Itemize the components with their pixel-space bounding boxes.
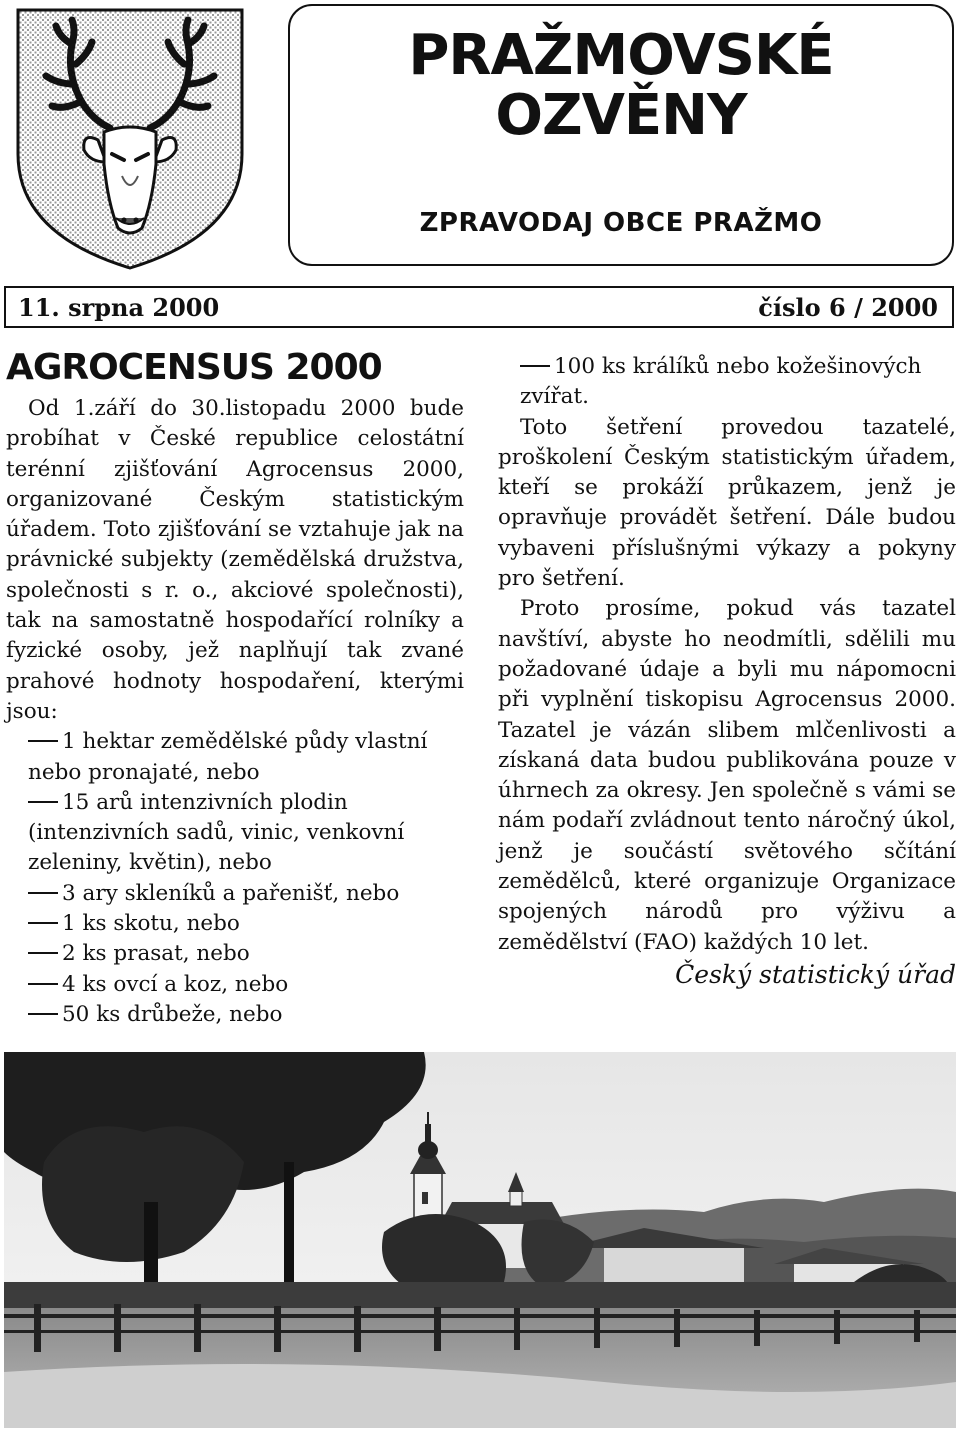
newspaper-subtitle: ZPRAVODAJ OBCE PRAŽMO	[419, 208, 823, 238]
article-headline: AGROCENSUS 2000	[6, 347, 382, 388]
dash-icon	[28, 983, 58, 985]
title-line-2: OZVĚNY	[495, 83, 747, 148]
issue-number: číslo 6 / 2000	[758, 292, 938, 322]
title-line-1: PRAŽMOVSKÉ	[408, 23, 834, 88]
article-paragraph-3: Proto prosíme, pokud vás tazatel navštíví, abyste ho neodmítli, sdělili mu požadované údaje a byli mu nápomocni při vyplnění tiskopisu Agrocensus 2000. Tazatel je vázán slibem mlčenlivosti a získaná data budou publikována pouze v úhrnech za okresy. Jen společně s vámi se nám podaří zvládnout tento náročný úkol, jenž je součástí světového sčítání zemědělců, které organizuje Organizace spojených národů pro výživu a zemědělství (FAO) každých 10 let.	[498, 596, 956, 955]
village-church-photo	[4, 1052, 956, 1428]
dash-icon	[28, 952, 58, 954]
dash-icon	[28, 801, 58, 803]
threshold-item: 50 ks drůbeže, nebo	[6, 1000, 464, 1030]
issue-date: 11. srpna 2000	[18, 292, 220, 322]
threshold-item: 2 ks prasat, nebo	[6, 939, 464, 969]
issue-info-bar	[4, 286, 954, 328]
article-signature: Český statistický úřad	[675, 959, 956, 989]
article-paragraph-2: Toto šetření provedou tazatelé, proškolení Českým statistickým úřadem, kteří se prokáží průkazem, jenž je opravňuje provádět šetření. Dále budou vybaveni příslušnými výkazy a pokyny pro šetření.	[498, 414, 956, 592]
threshold-item: 15 arů intenzivních plodin (intenzivních sadů, vinic, venkovní zeleniny, květin), nebo	[28, 789, 405, 876]
coat-of-arms-icon	[12, 4, 248, 274]
newspaper-title	[290, 23, 952, 148]
dash-icon	[28, 740, 58, 742]
masthead-title-box	[288, 4, 954, 266]
article-column-left	[6, 394, 464, 1030]
dash-icon	[28, 892, 58, 894]
dash-icon	[28, 922, 58, 924]
threshold-item: 4 ks ovcí a koz, nebo	[6, 970, 464, 1000]
threshold-item: 3 ary skleníků a pařenišť, nebo	[6, 879, 464, 909]
threshold-item: 1 ks skotu, nebo	[6, 909, 464, 939]
article-column-right	[498, 352, 956, 992]
dash-icon	[520, 365, 550, 367]
dash-icon	[28, 1013, 58, 1015]
threshold-item: 100 ks králíků nebo kožešinových zvířat.	[520, 354, 922, 410]
article-intro: Od 1.září do 30.listopadu 2000 bude probíhat v České republice celostátní terénní zjišťování Agrocensus 2000, organizované Českým statistickým úřadem. Toto zjišťování se vztahuje jak na právnické subjekty (zemědělská družstva, společnosti s r. o., akciové společnosti), tak na samostatně hospodařící rolníky a fyzické osoby, jež naplňují tak zvané prahové hodnoty hospodaření, kterými jsou:	[6, 396, 464, 724]
threshold-item: 1 hektar zemědělské půdy vlastní nebo pronajaté, nebo	[28, 729, 428, 785]
